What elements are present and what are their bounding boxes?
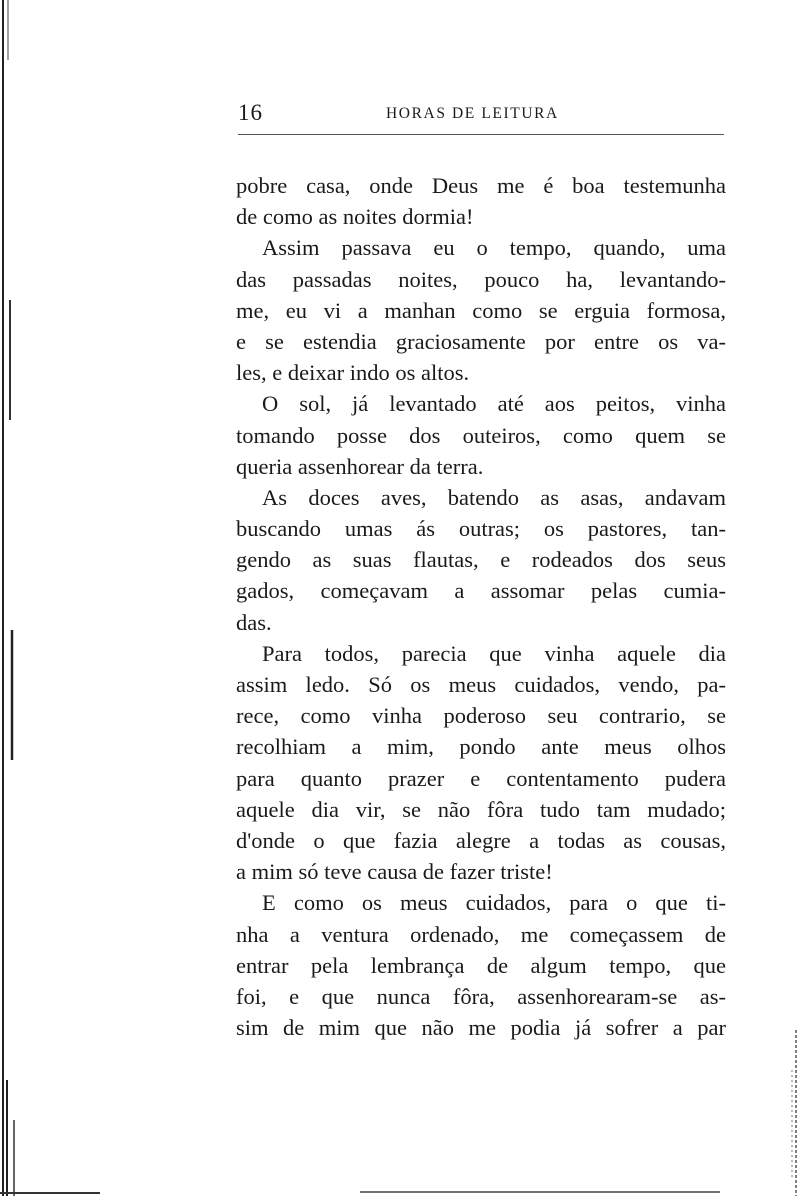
text-line: les, e deixar indo os altos. <box>236 360 470 386</box>
text-line: e se estendia graciosamente por entre os va- <box>236 328 726 354</box>
text-line: aquele dia vir, se não fôra tudo tam mudado; <box>236 796 726 822</box>
header-rule <box>238 134 724 135</box>
text-line: das passadas noites, pouco ha, levantando- <box>236 266 726 292</box>
text-line: As doces aves, batendo as asas, andavam <box>262 484 726 510</box>
text-line: de como as noites dormia! <box>236 204 474 230</box>
page-header <box>238 100 726 130</box>
page-number: 16 <box>238 100 263 125</box>
text-line: nha a ventura ordenado, me começassem de <box>236 921 726 947</box>
text-line: recolhiam a mim, pondo ante meus olhos <box>236 734 726 760</box>
text-line: O sol, já levantado até aos peitos, vinha <box>262 391 726 417</box>
scan-edge-bottom <box>0 1182 800 1196</box>
scan-edge-right <box>786 1030 800 1196</box>
text-line: Para todos, parecia que vinha aquele dia <box>262 640 726 666</box>
text-line: assim ledo. Só os meus cuidados, vendo, pa- <box>236 672 726 697</box>
text-line: gados, começavam a assomar pelas cumia- <box>236 578 726 604</box>
text-line: sim de mim que não me podia já sofrer a par <box>236 1015 726 1041</box>
text-line: entrar pela lembrança de algum tempo, que <box>236 952 726 978</box>
text-line: para quanto prazer e contentamento pudera <box>236 765 726 791</box>
text-line: foi, e que nunca fôra, assenhorearam-se as- <box>236 983 726 1009</box>
text-line: E como os meus cuidados, para o que ti- <box>262 890 726 916</box>
text-line: me, eu vi a manhan como se erguia formosa, <box>236 297 726 323</box>
running-title: HORAS DE LEITURA <box>386 105 559 122</box>
scan-edge-left <box>0 0 28 1196</box>
text-line: queria assenhorear da terra. <box>236 453 484 479</box>
text-line: rece, como vinha poderoso seu contrario, se <box>236 703 726 729</box>
text-line: das. <box>236 609 272 635</box>
text-line: buscando umas ás outras; os pastores, tan- <box>236 516 726 542</box>
text-line: d'onde o que fazia alegre a todas as cousas, <box>236 827 726 853</box>
text-line: a mim só teve causa de fazer triste! <box>236 859 553 885</box>
text-line: Assim passava eu o tempo, quando, uma <box>262 235 726 261</box>
body-text <box>236 170 726 1043</box>
text-line: pobre casa, onde Deus me é boa testemunha <box>236 173 726 198</box>
text-line: tomando posse dos outeiros, como quem se <box>236 422 726 448</box>
text-line: gendo as suas flautas, e rodeados dos seus <box>236 547 726 573</box>
